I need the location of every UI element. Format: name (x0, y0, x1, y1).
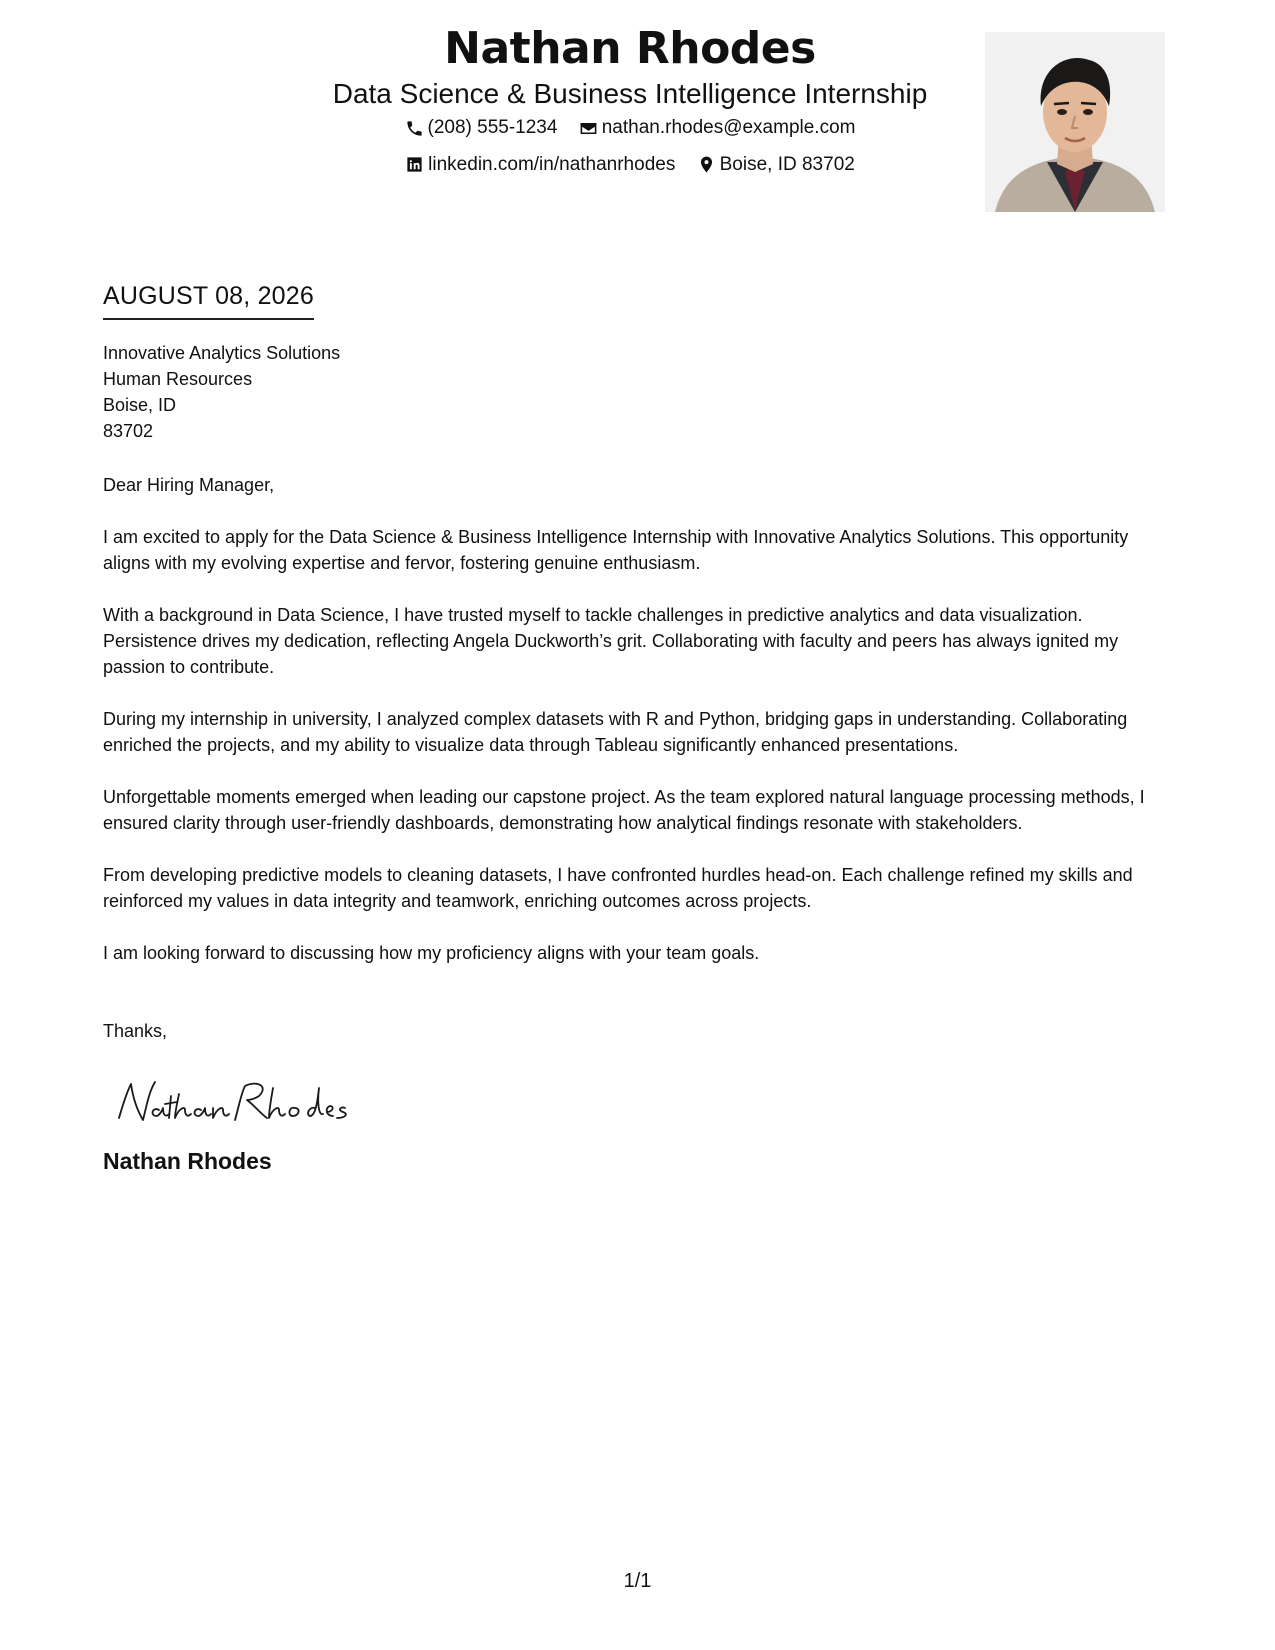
envelope-icon (579, 119, 598, 138)
map-pin-icon (697, 155, 716, 174)
signature-image (113, 1074, 353, 1134)
paragraph: I am looking forward to discussing how my proficiency aligns with your team goals. (103, 943, 760, 963)
recipient-department: Human Resources (103, 369, 253, 389)
letter-date: AUGUST 08, 2026 (103, 280, 314, 320)
linkedin-icon (405, 155, 424, 174)
email-address[interactable]: nathan.rhodes@example.com (601, 117, 856, 138)
phone-number: (208) 555-1234 (427, 117, 558, 138)
phone-icon (405, 119, 424, 138)
paragraph: I am excited to apply for the Data Science & Business Intelligence Internship with Innovative Analytics Solutions. This opportunity aligns with my evolving expertise and fervor, fostering genuine enthusiasm. (103, 527, 1129, 573)
recipient-company: Innovative Analytics Solutions (103, 343, 341, 363)
letter-body (103, 280, 1173, 1176)
closing: Thanks, (103, 1021, 168, 1041)
signer-name: Nathan Rhodes (103, 1148, 272, 1174)
linkedin-contact[interactable] (405, 149, 675, 181)
email-contact[interactable] (579, 112, 856, 144)
paragraph: With a background in Data Science, I have trusted myself to tackle challenges in predictive analytics and data visualization. Persistence drives my dedication, reflecting Angela Duckworth’s grit. Collaborating with faculty and peers has always ignited my passion to contribute. (103, 605, 1119, 677)
location-text: Boise, ID 83702 (719, 153, 855, 175)
linkedin-url[interactable]: linkedin.com/in/nathanrhodes (428, 153, 676, 175)
handwritten-signature (113, 1074, 1173, 1134)
paragraph: During my internship in university, I analyzed complex datasets with R and Python, bridging gaps in understanding. Collaborating enriched the projects, and my ability to visualize data through Tableau significantly enhanced presentations. (103, 709, 1128, 755)
recipient-address (103, 340, 1173, 444)
portrait-image (985, 32, 1165, 212)
profile-photo (985, 32, 1165, 212)
phone-contact (405, 112, 558, 144)
paragraph: Unforgettable moments emerged when leading our capstone project. As the team explored natural language processing methods, I ensured clarity through user-friendly dashboards, demonstrating how analytical findings resonate with stakeholders. (103, 787, 1145, 833)
applicant-name: Nathan Rhodes (444, 23, 816, 74)
job-title: Data Science & Business Intelligence Internship (332, 78, 928, 109)
location-contact (697, 149, 855, 181)
salutation: Dear Hiring Manager, (103, 475, 275, 495)
page-number: 1/1 (623, 1570, 652, 1592)
paragraph: From developing predictive models to cleaning datasets, I have confronted hurdles head-on. Each challenge refined my skills and reinforced my values in data integrity and teamwork, enriching outcomes across projects. (103, 865, 1133, 911)
recipient-city-state: Boise, ID (103, 395, 177, 415)
recipient-zip: 83702 (103, 421, 154, 441)
